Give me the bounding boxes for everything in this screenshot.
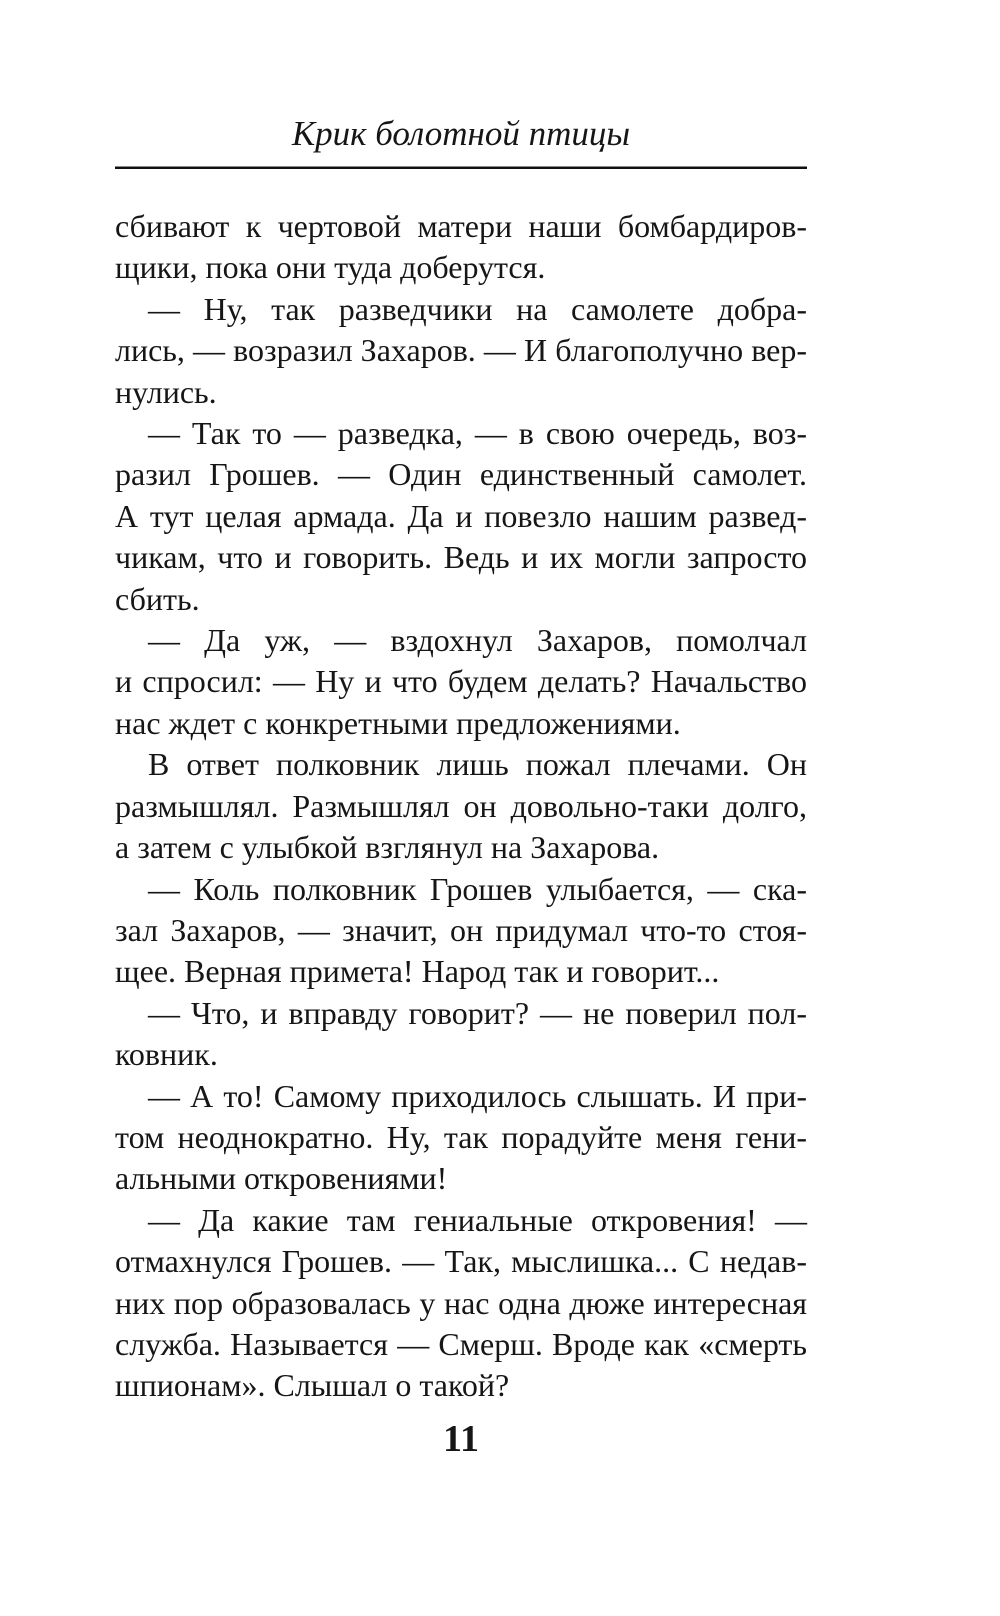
text-line: щее. Верная примета! Народ так и говорит... <box>115 953 720 990</box>
text-line: — Что, и вправду говорит? — не поверил пол- <box>148 994 807 1031</box>
text-line: а затем с улыбкой взглянул на Захарова. <box>115 829 660 866</box>
text-line: них пор образовалась у нас одна дюже интересная <box>115 1284 807 1321</box>
text-line: сбить. <box>115 580 200 617</box>
running-header <box>115 114 807 154</box>
text-line: нулись. <box>115 373 217 410</box>
text-line: сбивают к чертовой матери наши бомбардиров- <box>115 208 807 244</box>
text-line: служба. Называется — Смерш. Вроде как «смерть <box>115 1325 807 1362</box>
text-line: отмахнулся Грошев. — Так, мыслишка... С недав- <box>115 1243 807 1280</box>
text-line: щики, пока они туда доберутся. <box>115 249 546 286</box>
text-line: чикам, что и говорить. Ведь и их могли запросто <box>115 539 807 576</box>
text-line: — Так то — разведка, — в свою очередь, воз- <box>148 415 807 452</box>
text-line: — Ну, так разведчики на самолете добра- <box>148 290 807 327</box>
header-rule-divider <box>115 166 807 169</box>
running-header-title: Крик болотной птицы <box>291 114 631 153</box>
text-line: — Коль полковник Грошев улыбается, — ска- <box>148 870 807 907</box>
text-line: и спросил: — Ну и что будем делать? Начальство <box>115 663 807 700</box>
text-line: лись, — возразил Захаров. — И благополучно вер- <box>115 332 807 369</box>
text-line: — А то! Самому приходилось слышать. И при- <box>148 1077 807 1114</box>
text-line: — Да какие там гениальные откровения! — <box>148 1201 807 1238</box>
text-line: нас ждет с конкретными предложениями. <box>115 704 681 741</box>
body-text <box>115 206 807 1407</box>
text-line: — Да уж, — вздохнул Захаров, помолчал <box>148 622 807 659</box>
text-line: В ответ полковник лишь пожал плечами. Он <box>148 746 807 783</box>
page-content <box>115 0 807 1616</box>
text-line: ковник. <box>115 1036 218 1073</box>
text-line: разил Грошев. — Один единственный самолет. <box>115 456 807 493</box>
text-line: А тут целая армада. Да и повезло нашим развед- <box>115 497 807 534</box>
text-line: том неоднократно. Ну, так порадуйте меня гени- <box>115 1118 807 1155</box>
page-number: 11 <box>443 1418 479 1460</box>
text-line: альными откровениями! <box>115 1160 448 1197</box>
text-line: размышлял. Размышлял он довольно-таки долго, <box>115 787 807 824</box>
text-line: зал Захаров, — значит, он придумал что-то стоя- <box>115 911 807 948</box>
text-line: шпионам». Слышал о такой? <box>115 1367 510 1404</box>
